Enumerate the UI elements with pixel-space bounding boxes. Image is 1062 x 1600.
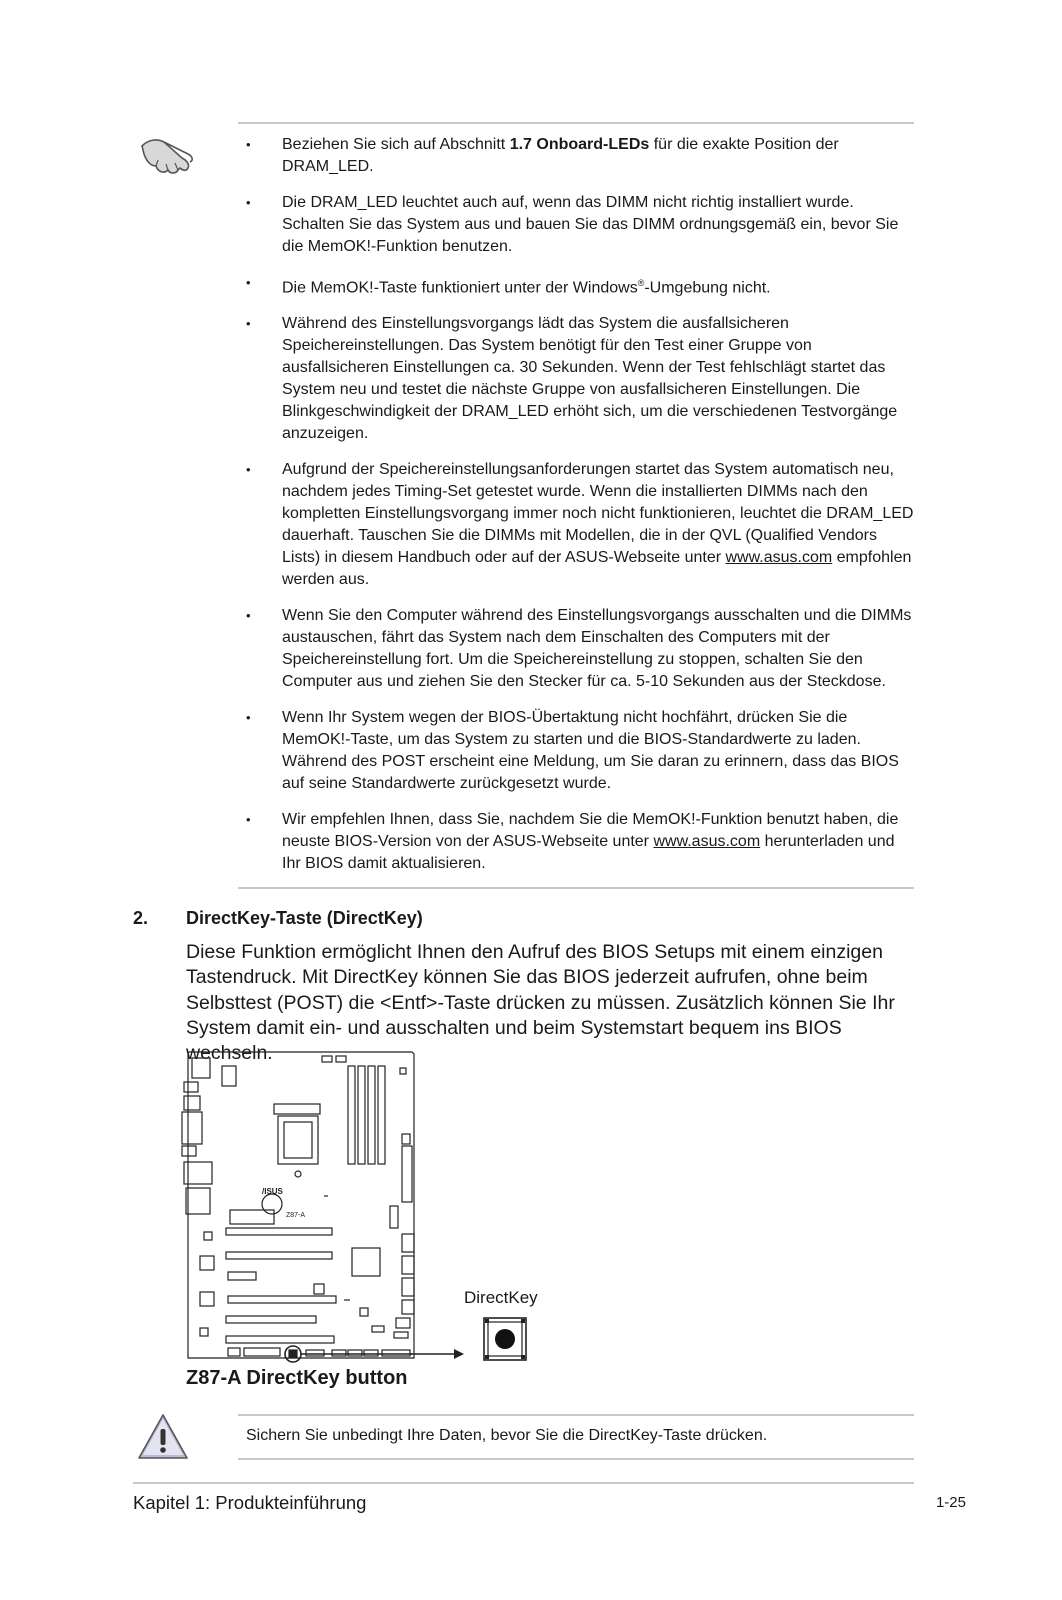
pointing-hand-icon <box>138 130 198 178</box>
note-bullet: • Beziehen Sie sich auf Abschnitt 1.7 Onboard-LEDs für die exakte Position der DRAM_LED. <box>238 134 914 178</box>
note-bullet: • Wenn Sie den Computer während des Einstellungsvorgangs ausschalten und die DIMMs austauschen, fährt das System nach dem Einschalten des Computers mit der Speichereinstellung fort. Um die Speichereinstellung zu stoppen, schalten Sie den Computer aus und ziehen Sie den Stecker für ca. 5-10 Sekunden aus der Steckdose. <box>238 605 914 693</box>
section-number: 2. <box>133 908 149 928</box>
page-number: 1-25 <box>935 1494 966 1511</box>
warning-box <box>238 1414 914 1460</box>
note-bullet: • Wenn Ihr System wegen der BIOS-Übertaktung nicht hochfährt, drücken Sie die MemOK!-Taste, um das System zu starten und die BIOS-Standardwerte zu laden. Während des POST erscheint eine Meldung, um Sie daran zu erinnern, dass das BIOS auf seine Standardwerte zurückgesetzt wurde. <box>238 707 914 795</box>
note-bullet: • Wir empfehlen Ihnen, dass Sie, nachdem Sie die MemOK!-Funktion benutzt haben, die neuste BIOS-Version von der ASUS-Webseite unter www.asus.com herunterladen und Ihr BIOS damit aktualisieren. <box>238 809 914 875</box>
asus-link[interactable]: www.asus.com <box>653 833 761 851</box>
footer-chapter: Kapitel 1: Produkteinführung <box>133 1492 367 1513</box>
note-bullet: • Die MemOK!-Taste funktioniert unter der Windows®-Umgebung nicht. <box>238 272 914 299</box>
directkey-button-icon <box>482 1316 528 1362</box>
warning-text: Sichern Sie unbedingt Ihre Daten, bevor Sie die DirectKey-Taste drücken. <box>246 1427 768 1444</box>
board-logo: /ISUS <box>262 1187 283 1196</box>
board-model: Z87-A <box>286 1212 306 1219</box>
note-bullet-list <box>238 134 914 875</box>
directkey-label: DirectKey <box>464 1288 538 1307</box>
section-title: DirectKey-Taste (DirectKey) <box>186 908 423 928</box>
note-bullet: • Aufgrund der Speichereinstellungsanforderungen startet das System automatisch neu, nachdem jedes Timing-Set getestet wurde. Wenn die installierten DIMMs nach den kompletten Einstellungsvorgang immer noch nicht funktionieren, leuchtet die DRAM_LED dauerhaft. Tauschen Sie die DIMMs mit Modellen, die in der QVL (Qualified Vendors Lists) in diesem Handbuch oder auf der ASUS-Webseite unter www.asus.com empfohlen werden aus. <box>238 459 914 591</box>
note-bullet: • Während des Einstellungsvorgangs lädt das System die ausfallsicheren Speichereinstellungen. Das System benötigt für den Test einer Gruppe von ausfallsicheren Einstellungen ca. 30 Sekunden. Wenn der Test fehlschlägt startet das System neu und testet die nächste Gruppe von ausfallsicheren Einstellungen. Die Blinkgeschwindigkeit der DRAM_LED erhöht sich, um die verschiedenen Testvorgänge anzuzeigen. <box>238 313 914 445</box>
motherboard-diagram <box>180 1050 420 1365</box>
note-bullet: • Die DRAM_LED leuchtet auch auf, wenn das DIMM nicht richtig installiert wurde. Schalten Sie das System aus und bauen Sie das DIMM ordnungsgemäß ein, bevor Sie die MemOK!-Funktion benutzen. <box>238 192 914 258</box>
asus-link[interactable]: www.asus.com <box>725 549 833 567</box>
warning-triangle-icon <box>136 1412 190 1462</box>
figure-caption: Z87-A DirectKey button <box>186 1367 408 1389</box>
footer-divider <box>133 1482 914 1484</box>
note-box <box>238 122 914 889</box>
section-body: Diese Funktion ermöglicht Ihnen den Aufruf des BIOS Setups mit einem einzigen Tastendruck. Mit DirectKey können Sie das BIOS jederzeit aufrufen, ohne beim Selbsttest (POST) die <Entf>-Taste drücken zu müssen. Zusätzlich können Sie Ihr System damit ein- und ausschalten und beim Systemstart bequem ins BIOS wechseln. <box>186 941 895 1065</box>
arrow-right-icon <box>410 1346 470 1362</box>
